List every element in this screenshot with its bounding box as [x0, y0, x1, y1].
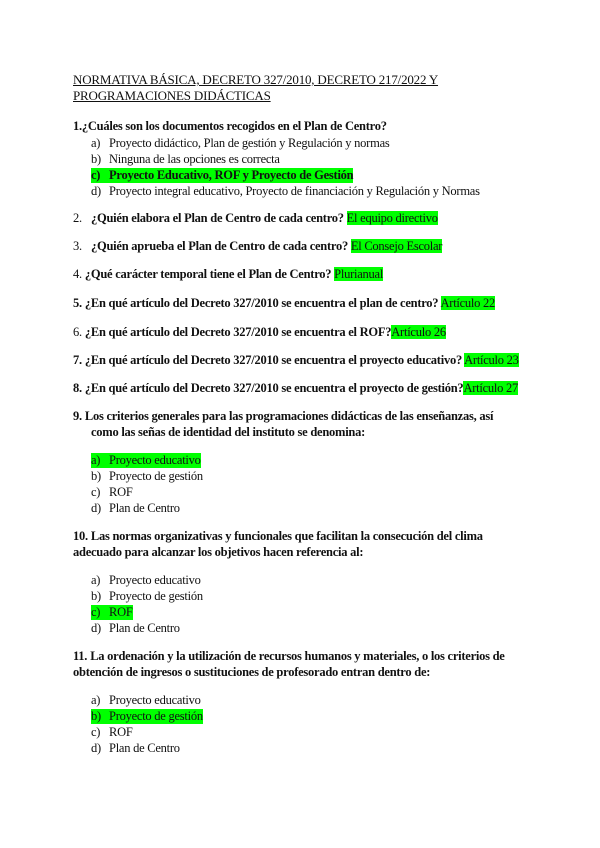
option-label: d) [91, 184, 101, 198]
option-11b-correct [91, 709, 203, 724]
question-1 [73, 119, 387, 134]
option-text: Proyecto de gestión [109, 469, 203, 483]
option-text: ROF [109, 485, 133, 499]
option-text: ROF [109, 725, 133, 739]
option-1d [91, 184, 480, 199]
document-title-line-1: NORMATIVA BÁSICA, DECRETO 327/2010, DECRETO 217/2022 Y [73, 72, 439, 87]
option-1c-correct [91, 168, 353, 183]
option-text: Proyecto de gestión [109, 709, 203, 723]
option-label: b) [91, 709, 101, 723]
option-text: Proyecto integral educativo, Proyecto de financiación y Regulación y Normas [109, 184, 480, 198]
option-label: d) [91, 621, 101, 635]
question-text: ¿Quién aprueba el Plan de Centro de cada centro? [91, 239, 348, 253]
option-10d [91, 621, 180, 636]
question-number: 4. [73, 267, 82, 281]
answer-highlight: Artículo 27 [463, 381, 518, 395]
question-number: 11. [73, 649, 88, 663]
answer-highlight: Artículo 26 [391, 325, 446, 339]
answer-highlight: Artículo 23 [464, 353, 519, 367]
answer-highlight: Plurianual [334, 267, 384, 281]
answer-highlight: Artículo 22 [440, 296, 496, 310]
question-10-line-2: adecuado para alcanzar los objetivos hacen referencia al: [73, 545, 364, 559]
option-10c-correct [91, 605, 133, 620]
answer-highlight: El Consejo Escolar [350, 239, 443, 253]
question-number: 7. [73, 353, 82, 367]
question-text: ¿En qué artículo del Decreto 327/2010 se encuentra el proyecto educativo? [84, 353, 462, 367]
question-7 [73, 353, 519, 368]
option-label: a) [91, 136, 101, 150]
option-9c [91, 485, 133, 500]
question-text: ¿Quién elabora el Plan de Centro de cada centro? [91, 211, 344, 225]
question-text: ¿Cuáles son los documentos recogidos en el Plan de Centro? [81, 119, 387, 133]
question-number: 1. [73, 119, 82, 133]
question-4 [73, 267, 383, 282]
question-text: ¿En qué artículo del Decreto 327/2010 se encuentra el ROF? [84, 325, 392, 339]
question-number: 10. [73, 529, 88, 543]
question-text: La ordenación y la utilización de recursos humanos y materiales, o los criterios de [90, 649, 505, 663]
question-number: 9. [73, 409, 82, 423]
question-5 [73, 296, 495, 311]
option-10b [91, 589, 203, 604]
option-text: Proyecto Educativo, ROF y Proyecto de Gestión [109, 168, 354, 182]
question-text: ¿Qué carácter temporal tiene el Plan de Centro? [84, 267, 332, 281]
option-label: b) [91, 589, 101, 603]
option-label: c) [91, 485, 101, 499]
option-label: c) [91, 725, 101, 739]
question-number: 8. [73, 381, 82, 395]
question-11-line-2: obtención de ingresos o sustituciones de profesorado entran dentro de: [73, 665, 431, 679]
question-number: 5. [73, 296, 82, 310]
option-text: Proyecto didáctico, Plan de gestión y Regulación y normas [109, 136, 390, 150]
option-label: b) [91, 469, 101, 483]
question-text: ¿En qué artículo del Decreto 327/2010 se encuentra el plan de centro? [84, 296, 439, 310]
option-text: Plan de Centro [109, 741, 180, 755]
question-text: ¿En qué artículo del Decreto 327/2010 se encuentra el proyecto de gestión? [84, 381, 464, 395]
option-label: d) [91, 501, 101, 515]
question-number: 6. [73, 325, 82, 339]
option-text: Ninguna de las opciones es correcta [109, 152, 280, 166]
question-number: 3. [73, 239, 82, 253]
option-9a-correct [91, 453, 201, 468]
answer-highlight: El equipo directivo [346, 211, 438, 225]
option-9d [91, 501, 180, 516]
option-1a [91, 136, 389, 151]
document-title-line-2: PROGRAMACIONES DIDÁCTICAS [73, 88, 271, 103]
option-label: a) [91, 693, 101, 707]
question-text: Los criterios generales para las programaciones didácticas de las enseñanzas, así [84, 409, 494, 423]
question-3 [73, 239, 442, 254]
option-9b [91, 469, 203, 484]
option-text: Plan de Centro [109, 621, 180, 635]
option-text: ROF [109, 605, 133, 619]
option-text: Proyecto educativo [109, 573, 201, 587]
question-text: Las normas organizativas y funcionales que facilitan la consecución del clima [90, 529, 483, 543]
question-9-line-2: como las señas de identidad del instituto se denomina: [91, 425, 366, 439]
option-11d [91, 741, 180, 756]
option-1b [91, 152, 280, 167]
option-label: b) [91, 152, 101, 166]
option-11c [91, 725, 133, 740]
option-label: a) [91, 453, 101, 467]
option-11a [91, 693, 201, 708]
option-label: c) [91, 605, 101, 619]
question-number: 2. [73, 211, 82, 225]
option-label: c) [91, 168, 101, 182]
option-label: a) [91, 573, 101, 587]
option-label: d) [91, 741, 101, 755]
option-text: Proyecto educativo [109, 453, 201, 467]
question-2 [73, 211, 438, 226]
option-10a [91, 573, 201, 588]
question-9-line-1 [73, 409, 493, 424]
option-text: Proyecto educativo [109, 693, 201, 707]
question-6 [73, 325, 446, 340]
option-text: Proyecto de gestión [109, 589, 203, 603]
question-10-line-1 [73, 529, 483, 544]
question-11-line-1 [73, 649, 505, 664]
option-text: Plan de Centro [109, 501, 180, 515]
question-8 [73, 381, 518, 396]
